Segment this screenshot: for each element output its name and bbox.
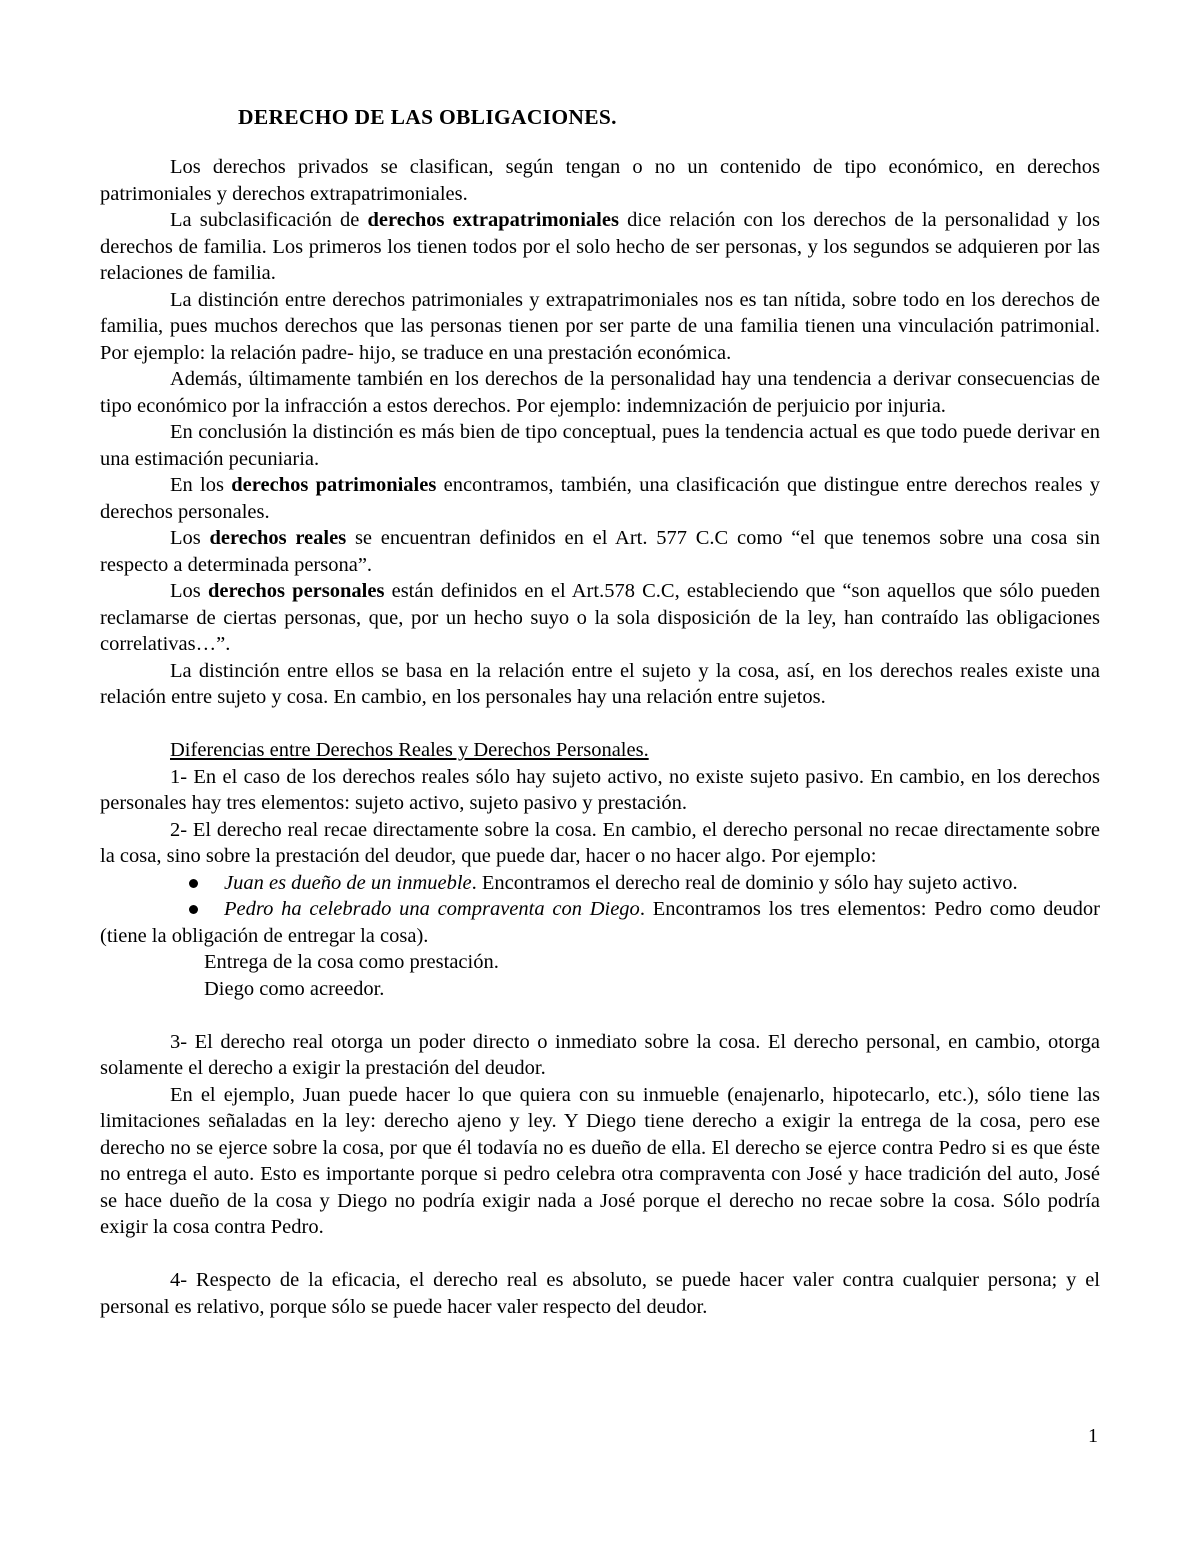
bold-term: derechos patrimoniales (231, 474, 437, 496)
text-run: 1- En el caso de los derechos reales sólo hay sujeto activo, no existe sujeto pasivo. En cambio, en los derechos personales hay tres elementos: sujeto activo, sujeto pasivo y prestación. (100, 765, 1100, 814)
text-run: En el ejemplo, Juan puede hacer lo que quiera con su inmueble (enajenarlo, hipotecarlo, etc.), sólo tiene las limitaciones señaladas en la ley: derecho ajeno y ley. Y Diego tiene derecho a exigir la entrega de la cosa, pero ese derecho no se ejerce sobre la cosa, por que él todavía no es dueño de ella. El derecho se ejerce contra Pedro si es que éste no entrega el auto. Esto es importante porque si pedro celebra otra compraventa con José y hace tradición del auto, José se hace dueño de la cosa y Diego no podría exigir nada a José porque el derecho no recae sobre la cosa. Sólo podría exigir la cosa contra Pedro. (100, 1083, 1100, 1238)
paragraph (100, 472, 1100, 525)
differences-part-1 (100, 764, 1100, 870)
text-run: La subclasificación de (170, 209, 368, 231)
text-run: 2- El derecho real recae directamente sobre la cosa. En cambio, el derecho personal no recae directamente sobre la cosa, sino sobre la prestación del deudor, que puede dar, hacer o no hacer algo. Por ejemplo: (100, 818, 1100, 867)
example-bullets (100, 870, 1100, 950)
section-gap (100, 711, 1100, 738)
text-run: se encuentran definidos en el Art. 577 C.C como “el que tenemos sobre una cosa sin respecto a determinada persona”. (100, 527, 1101, 576)
differences-heading (100, 737, 1100, 764)
text-run: están definidos en el Art.578 C.C, estableciendo que “son aquellos que sólo pueden reclamarse de ciertas personas, que, por un hecho suyo o la sola disposición de la ley, han contraído las obligaciones correlativas…”. (100, 580, 1100, 655)
text-run: 4- Respecto de la eficacia, el derecho real es absoluto, se puede hacer valer contra cualquier persona; y el personal es relativo, porque sólo se puede hacer valer respecto del deudor. (100, 1269, 1100, 1318)
text-run: Los derechos privados se clasifican, según tengan o no un contenido de tipo económico, en derechos patrimoniales y derechos extrapatrimoniales. (100, 156, 1100, 205)
italic-example: Juan es dueño de un inmueble (224, 871, 472, 894)
paragraph (100, 154, 1100, 207)
paragraph (100, 1029, 1100, 1082)
page-number: 1 (1088, 1425, 1098, 1447)
paragraph (100, 764, 1100, 817)
paragraph (100, 207, 1100, 287)
differences-part-3 (100, 1267, 1100, 1320)
bullet-item (100, 896, 1100, 949)
document-body (100, 104, 1100, 1320)
paragraph (100, 817, 1100, 870)
bullet-dot-icon (189, 879, 198, 888)
text-run: encontramos, también, una clasificación que distingue entre derechos reales y derechos personales. (100, 474, 1100, 523)
paragraph (100, 658, 1100, 711)
text-run: dice relación con los derechos de la personalidad y los derechos de familia. Los primeros los tienen todos por el solo hecho de ser personas, y los segundos se adquieren por las relaciones de familia. (100, 209, 1101, 284)
indented-line: Diego como acreedor. (204, 977, 385, 1000)
text-run: 3- El derecho real otorga un poder directo o inmediato sobre la cosa. El derecho personal, en cambio, otorga solamente el derecho a exigir la prestación del deudor. (100, 1030, 1100, 1079)
text-run: Además, últimamente también en los derechos de la personalidad hay una tendencia a derivar consecuencias de tipo económico por la infracción a estos derechos. Por ejemplo: indemnización de perjuicio por injuria. (100, 368, 1100, 417)
paragraph (100, 1082, 1100, 1241)
bold-term: derechos personales (207, 580, 385, 602)
section-gap (100, 1241, 1100, 1268)
section-gap (100, 1002, 1100, 1029)
text-run: Los (170, 527, 210, 549)
paragraph (100, 578, 1100, 658)
paragraph (100, 419, 1100, 472)
differences-heading-text: Diferencias entre Derechos Reales y Derechos Personales. (170, 739, 649, 761)
italic-example: Pedro ha celebrado una compraventa con Diego (224, 898, 640, 920)
paragraph (100, 366, 1100, 419)
text-run: La distinción entre derechos patrimoniales y extrapatrimoniales nos es tan nítida, sobre todo en los derechos de familia, pues muchos derechos que las personas tienen por ser parte de una familia tienen una vinculación patrimonial. Por ejemplo: la relación padre- hijo, se traduce en una prestación económica. (100, 288, 1100, 364)
paragraph (100, 525, 1100, 578)
text-run: La distinción entre ellos se basa en la relación entre el sujeto y la cosa, así, en los derechos reales existe una relación entre sujeto y cosa. En cambio, en los personales hay una relación entre sujetos. (100, 659, 1100, 708)
text-run: . Encontramos el derecho real de dominio y sólo hay sujeto activo. (471, 871, 1018, 894)
bold-term: derechos reales (209, 527, 347, 549)
indented-line: Entrega de la cosa como prestación. (204, 951, 499, 973)
text-run: Los (170, 580, 208, 602)
differences-part-2 (100, 1029, 1100, 1241)
bold-term: derechos extrapatrimoniales (367, 209, 619, 231)
text-run: En los (170, 474, 232, 496)
paragraph (100, 1267, 1100, 1320)
intro-section (100, 154, 1100, 711)
text-run: En conclusión la distinción es más bien de tipo conceptual, pues la tendencia actual es que todo puede derivar en una estimación pecuniaria. (100, 421, 1100, 470)
bullet-item (100, 870, 1100, 897)
document-title: DERECHO DE LAS OBLIGACIONES. (238, 105, 617, 129)
bullet-dot-icon (189, 905, 198, 914)
paragraph (100, 287, 1100, 367)
text-run: . Encontramos los tres elementos: Pedro como deudor (tiene la obligación de entregar la cosa). (100, 898, 1101, 947)
